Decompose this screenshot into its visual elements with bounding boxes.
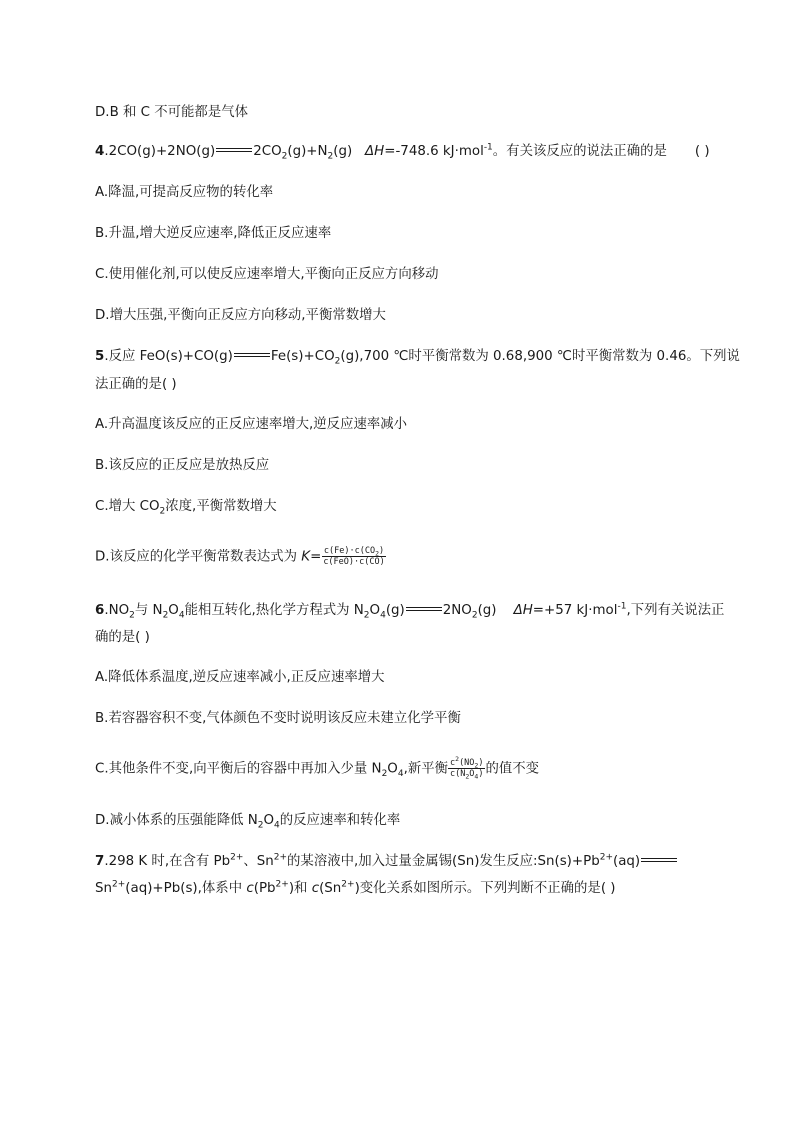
q4-answer-blank: ( ) xyxy=(694,144,710,159)
q5-fraction-numerator: $c(Fe)\cdot c(CO_2)$ xyxy=(323,546,385,558)
q4-reactants: 2CO(g)+2NO(g) xyxy=(108,144,216,159)
q5-stem-line2: 法正确的是( ) xyxy=(95,377,177,392)
q6-ratio-fraction xyxy=(448,755,485,781)
q5-option-c: C.增大 $CO_2$浓度,平衡常数增大 xyxy=(95,499,277,517)
q5-products: Fe(s)+CO xyxy=(270,349,335,364)
q4-product-state: (g) xyxy=(333,144,353,159)
q5-reactants: 反应 FeO(s)+CO(g) xyxy=(108,349,233,364)
q6-option-a: A.降低体系温度,逆反应速率减小,正反应速率增大 xyxy=(95,670,385,685)
q6-fraction-denominator: $c(N_2O_4)$ xyxy=(450,769,484,781)
q4-number: 4 xyxy=(95,144,105,159)
q7-stem: 7.298 K 时,在含有 $Pb^{2+}$、$Sn^{2+}$的某溶液中,加入过量金属锡(Sn)发生反应$:Sn(s)+Pb^{2+}(aq)$ xyxy=(95,853,678,871)
q7-stem-line2: $Sn^{2+}(aq)+Pb(s)$,体系中 $c(Pb^{2+})$和 $c(Sn^{2+})$变化关系如图所示。下列判断不正确的是( ) xyxy=(95,879,616,896)
q4-delta-h-value: =-748.6 kJ·mol xyxy=(384,144,484,159)
q5-option-b: B.该反应的正反应是放热反应 xyxy=(95,458,270,473)
equilibrium-arrow-icon xyxy=(216,146,252,156)
q6-number: 6 xyxy=(95,603,105,618)
equilibrium-arrow-icon xyxy=(641,856,677,866)
q6-option-b: B.若容器容积不变,气体颜色不变时说明该反应未建立化学平衡 xyxy=(95,711,461,726)
q5-fraction-denominator: c(FeO)·c(CO) xyxy=(323,557,385,567)
equilibrium-arrow-icon xyxy=(406,605,442,615)
q5-option-d-text: D.该反应的化学平衡常数表达式为 xyxy=(95,549,302,565)
q5-number: 5 xyxy=(95,349,105,364)
q4-option-d: D.增大压强,平衡向正反应方向移动,平衡常数增大 xyxy=(95,308,386,323)
q5-option-a: A.升高温度该反应的正反应速率增大,逆反应速率减小 xyxy=(95,417,408,432)
q4-stem-tail: 。有关该反应的说法正确的是 xyxy=(492,144,667,159)
q4-delta-h-label: ΔH xyxy=(365,144,385,159)
q7-number: 7 xyxy=(95,854,105,869)
equilibrium-arrow-icon xyxy=(234,351,270,361)
q6-stem-line2: 确的是( ) xyxy=(95,630,150,645)
q6-fraction-numerator: $c^2(NO_2)$ xyxy=(450,755,484,770)
q4-option-b: B.升温,增大逆反应速率,降低正反应速率 xyxy=(95,226,332,241)
q4-product-n2: (g)+N xyxy=(287,144,328,159)
q6-stem: $6.NO_2$与 $N_2O_4$能相互转化,热化学方程式为 $N_2O_4(g)$ $2NO_2(g)$ ΔH=+57 kJ·mol$^{-1}$,下列有关说法正 xyxy=(95,601,725,621)
q5-k-symbol: K xyxy=(301,549,311,565)
q6-delta-h-value: =+57 kJ·mol xyxy=(532,603,618,618)
q5-stem: 5.反应 FeO(s)+CO(g) $Fe(s)+CO_2(g),700$ ℃时平衡常数为 0.68,900 ℃时平衡常数为 0.46。下列说 xyxy=(95,349,740,367)
q5-stem-tail: (g),700 ℃时平衡常数为 0.68,900 ℃时平衡常数为 0.46。下列说 xyxy=(340,349,740,364)
q4-option-c: C.使用催化剂,可以使反应速率增大,平衡向正反应方向移动 xyxy=(95,267,439,282)
q3-option-d: D.B 和 C 不可能都是气体 xyxy=(95,105,248,120)
q6-option-c: C.其他条件不变,向平衡后的容器中再加入少量 $N_2O_4$,新平衡 $\frac{c^2(NO_2)}{c(N_2O_4)}$ 的值不变 xyxy=(95,755,540,781)
q6-delta-h-label: ΔH xyxy=(513,603,533,618)
q6-option-d: D.减小体系的压强能降低 $N_2O_4$的反应速率和转化率 xyxy=(95,813,401,831)
q5-equilibrium-fraction xyxy=(321,546,386,567)
q4-product-co2: 2CO xyxy=(253,144,282,159)
q5-option-d: D.该反应的化学平衡常数表达式为 K= $\frac{c(Fe)\cdot c(CO_2)}{\text{c(FeO)·c(CO)}}$ xyxy=(95,546,385,567)
q4-option-a: A.降温,可提高反应物的转化率 xyxy=(95,185,274,200)
q4-stem: 4.2CO(g)+2NO(g) $2CO_2(g)+N_2(g)$ ΔH=-748.6 kJ·mol$^{-1}$。有关该反应的说法正确的是 ( ) xyxy=(95,142,710,162)
